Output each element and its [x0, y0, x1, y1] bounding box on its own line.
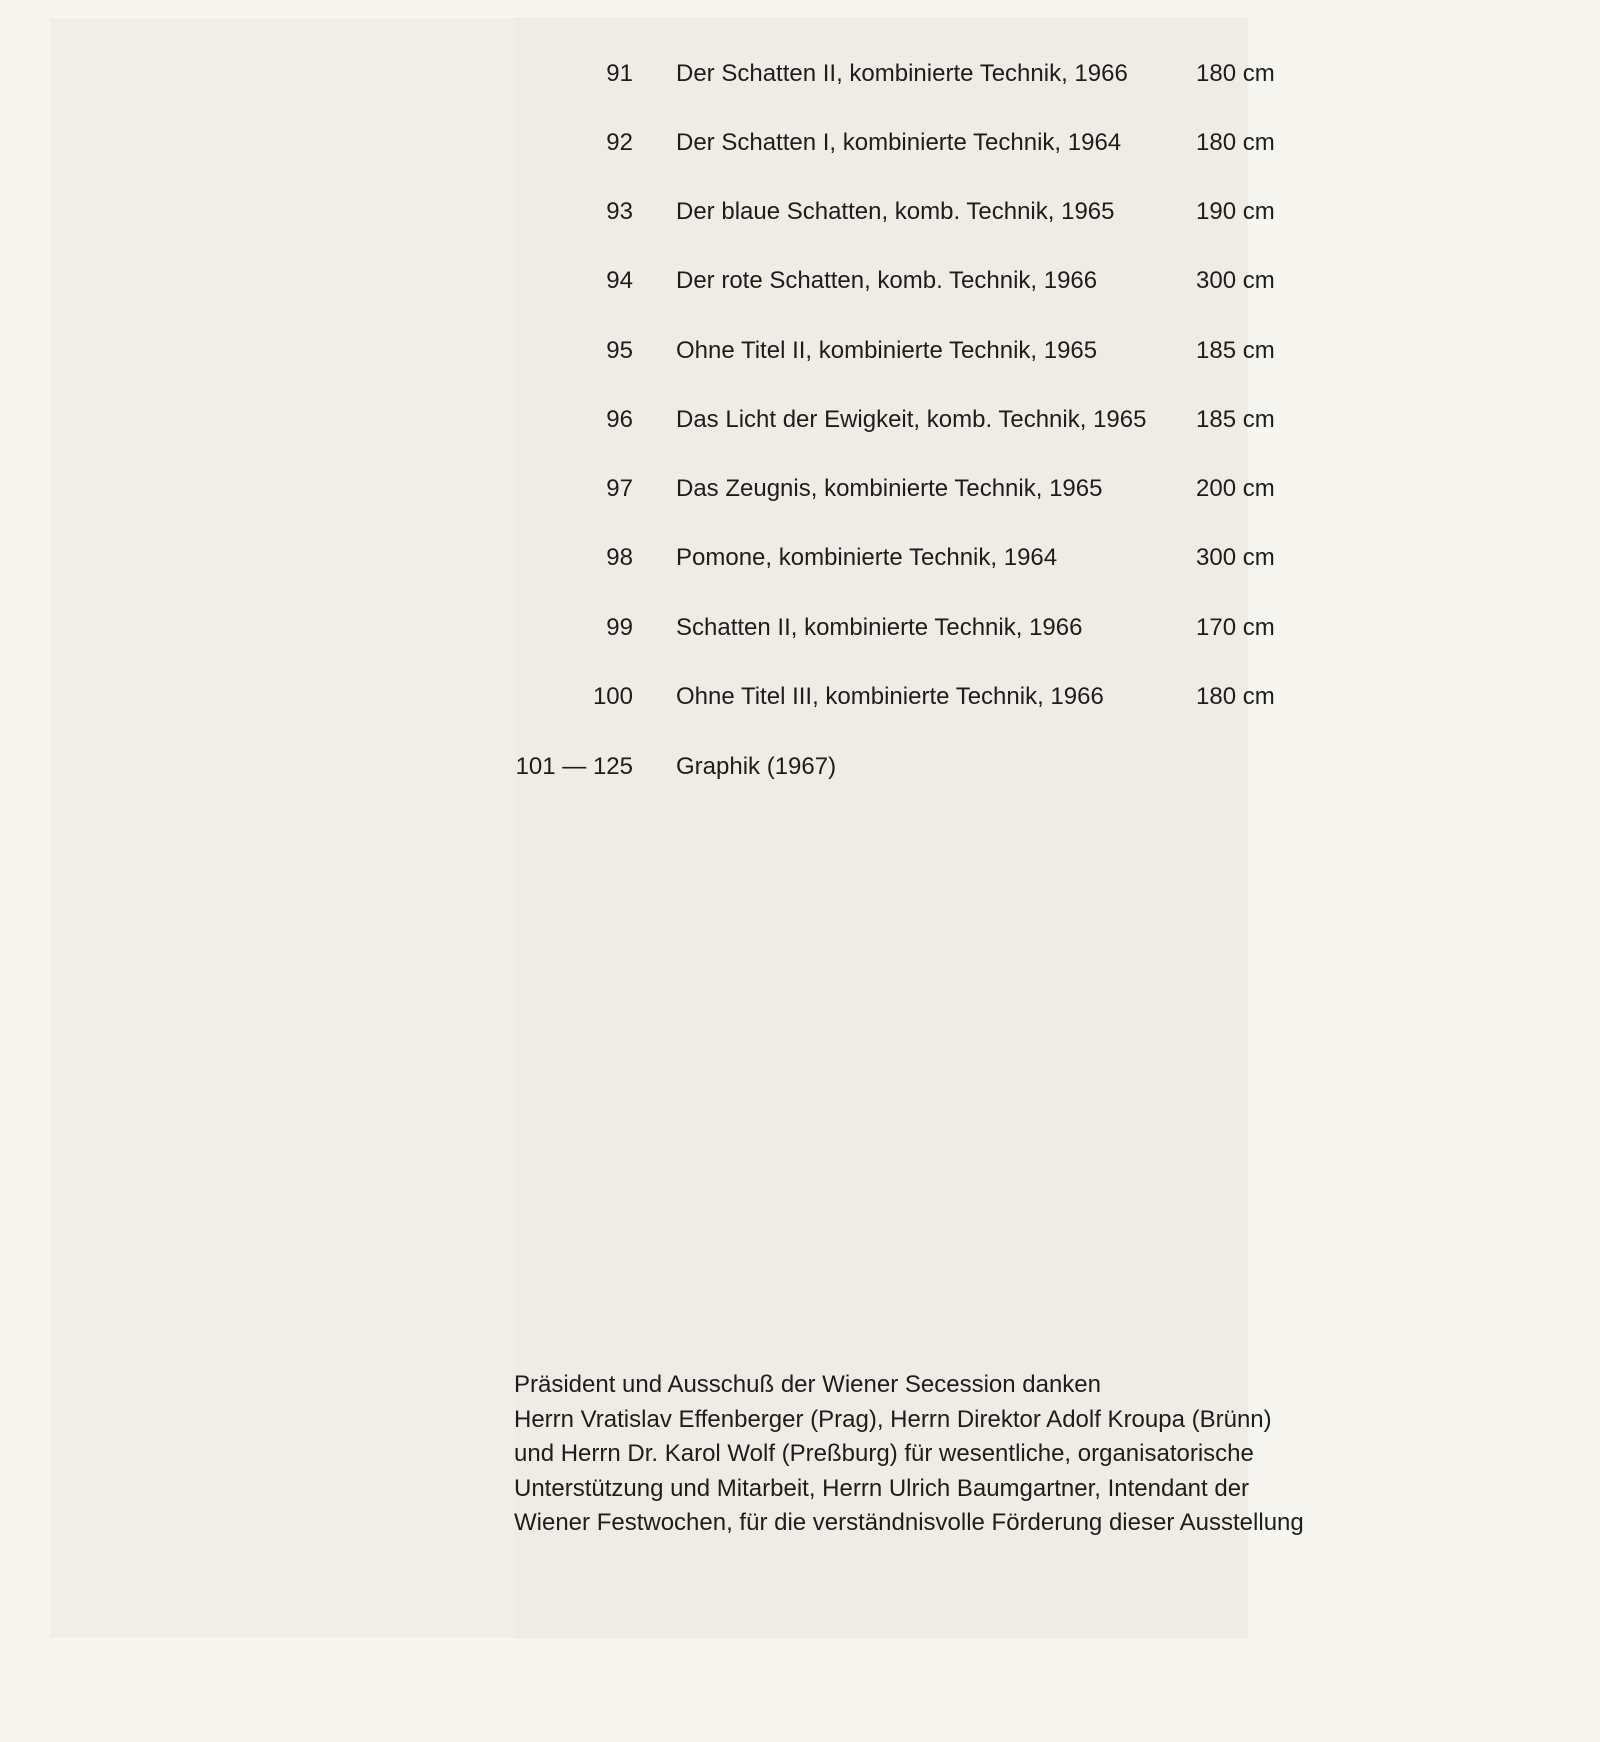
entry-size: 200 cm: [1196, 475, 1275, 502]
entry-title: Schatten II, kombinierte Technik, 1966: [676, 614, 1083, 641]
entry-number: 95: [606, 337, 633, 364]
entry-size: 300 cm: [1196, 544, 1275, 571]
acknowledgement-line: und Herrn Dr. Karol Wolf (Preßburg) für wesentliche, organisatorische: [514, 1440, 1254, 1467]
catalog-entry: [0, 123, 1600, 163]
catalog-entry: [0, 400, 1600, 440]
entry-number: 100: [592, 683, 633, 710]
entry-title: Der rote Schatten, komb. Technik, 1966: [676, 267, 1098, 294]
entry-number: 94: [606, 267, 633, 294]
catalog-entry: [0, 192, 1600, 232]
catalog-entry: [0, 747, 1600, 787]
entry-size: 180 cm: [1196, 60, 1275, 87]
acknowledgement-line: Wiener Festwochen, für die verständnisvolle Förderung dieser Ausstellung: [514, 1509, 1304, 1536]
entry-number: 97: [606, 475, 633, 502]
catalog-entry: [0, 538, 1600, 578]
entry-size: 190 cm: [1196, 198, 1275, 225]
entry-number: 101 — 125: [515, 753, 633, 780]
catalog-entry: [0, 677, 1600, 717]
acknowledgement-line: Unterstützung und Mitarbeit, Herrn Ulrich Baumgartner, Intendant der: [514, 1474, 1250, 1502]
entry-title: Ohne Titel III, kombinierte Technik, 1966: [676, 683, 1104, 710]
catalog-entry: [0, 469, 1600, 509]
entry-title: Das Zeugnis, kombinierte Technik, 1965: [676, 475, 1103, 502]
entry-title: Der Schatten I, kombinierte Technik, 1964: [676, 129, 1122, 156]
acknowledgement-text: [514, 1368, 1514, 1541]
entry-size: 185 cm: [1196, 406, 1275, 433]
entry-size: 180 cm: [1196, 129, 1275, 156]
entry-title: Der blaue Schatten, komb. Technik, 1965: [676, 198, 1115, 225]
entry-title: Pomone, kombinierte Technik, 1964: [676, 544, 1058, 571]
catalog-entry: [0, 261, 1600, 301]
entry-title: Ohne Titel II, kombinierte Technik, 1965: [676, 337, 1098, 364]
catalog-entry: [0, 54, 1600, 94]
entry-number: 92: [606, 129, 633, 156]
catalog-list: [0, 0, 1600, 820]
entry-size: 185 cm: [1196, 337, 1275, 364]
entry-title: Der Schatten II, kombinierte Technik, 1966: [676, 60, 1128, 87]
catalog-entry: [0, 608, 1600, 648]
entry-size: 180 cm: [1196, 683, 1275, 710]
entry-title: Das Licht der Ewigkeit, komb. Technik, 1965: [676, 406, 1147, 433]
entry-size: 300 cm: [1196, 267, 1275, 294]
acknowledgement-line: Herrn Vratislav Effenberger (Prag), Herrn Direktor Adolf Kroupa (Brünn): [514, 1405, 1272, 1433]
entry-number: 99: [606, 614, 633, 641]
entry-number: 96: [606, 406, 633, 433]
entry-size: 170 cm: [1196, 614, 1275, 641]
entry-number: 91: [606, 60, 633, 87]
entry-number: 93: [606, 198, 633, 225]
entry-number: 98: [606, 544, 633, 571]
acknowledgement-line: Präsident und Ausschuß der Wiener Secession danken: [514, 1371, 1102, 1398]
entry-title: Graphik (1967): [676, 753, 837, 780]
catalog-entry: [0, 331, 1600, 371]
